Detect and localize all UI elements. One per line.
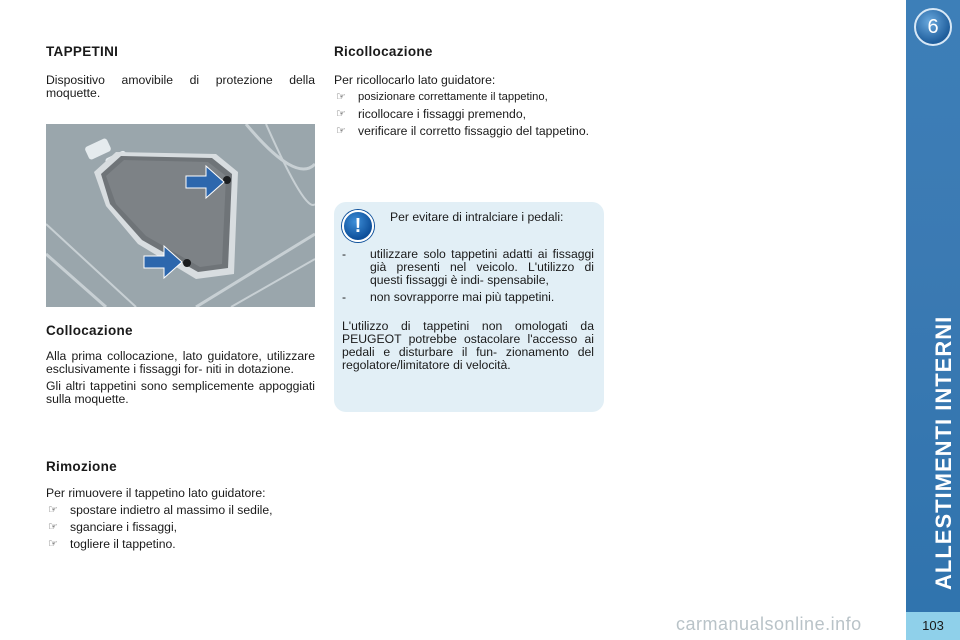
pointing-hand-icon: ☞ [336, 91, 346, 103]
warning-icon: ! [342, 210, 374, 242]
list-item: ☞ spostare indietro al massimo il sedile, [48, 503, 273, 517]
floor-mat-illustration [46, 124, 315, 307]
chapter-number-badge: 6 [914, 8, 952, 46]
list-item: ☞ ricollocare i fissaggi premendo, [336, 107, 526, 121]
pointing-hand-icon: ☞ [48, 538, 58, 550]
list-item: ☞ posizionare correttamente il tappetino, [336, 91, 548, 103]
rimozione-list [46, 504, 315, 551]
warning-note: L'utilizzo di tappetini non omologati da PEUGEOT potrebbe ostacolare l'accesso ai pedali e disturbare il fun- zionamento del regolatore/limitatore di velocità. [342, 319, 594, 372]
page-number: 103 [906, 612, 960, 640]
rimozione-heading: Rimozione [46, 459, 117, 474]
intro-text: Dispositivo amovibile di protezione della moquette. [46, 73, 315, 100]
dash-marker: - [342, 247, 347, 261]
dash-marker: - [342, 290, 347, 304]
list-item: ☞ sganciare i fissaggi, [48, 520, 178, 534]
ricollocazione-list [334, 91, 604, 138]
pointing-hand-icon: ☞ [336, 125, 346, 137]
pointing-hand-icon: ☞ [48, 521, 58, 533]
warning-box [334, 202, 604, 412]
chapter-title: ALLESTIMENTI INTERNI [931, 315, 956, 590]
list-item: ☞ togliere il tappetino. [48, 537, 176, 551]
collocazione-text-1: Alla prima collocazione, lato guidatore, utilizzare esclusivamente i fissaggi for- niti in dotazione. [46, 349, 315, 376]
collocazione-heading: Collocazione [46, 323, 133, 338]
watermark: carmanualsonline.info [676, 614, 862, 634]
warning-intro: Per evitare di intralciare i pedali: [390, 210, 564, 224]
ricollocazione-intro: Per ricollocarlo lato guidatore: [334, 73, 496, 87]
list-item: - non sovrapporre mai più tappetini. [342, 290, 555, 304]
pointing-hand-icon: ☞ [336, 108, 346, 120]
section-title: TAPPETINI [46, 44, 119, 59]
ricollocazione-heading: Ricollocazione [334, 44, 433, 59]
floor-mat-image [46, 124, 315, 307]
rimozione-intro: Per rimuovere il tappetino lato guidatore: [46, 486, 266, 500]
collocazione-text-2: Gli altri tappetini sono semplicemente appoggiati sulla moquette. [46, 379, 315, 406]
pointing-hand-icon: ☞ [48, 504, 58, 516]
warning-list [342, 248, 594, 308]
list-item: - utilizzare solo tappetini adatti ai fissaggi già presenti nel veicolo. L'utilizzo di questi fissaggi è indi- spensabile, [342, 247, 594, 287]
list-item: ☞ verificare il corretto fissaggio del tappetino. [336, 124, 590, 138]
